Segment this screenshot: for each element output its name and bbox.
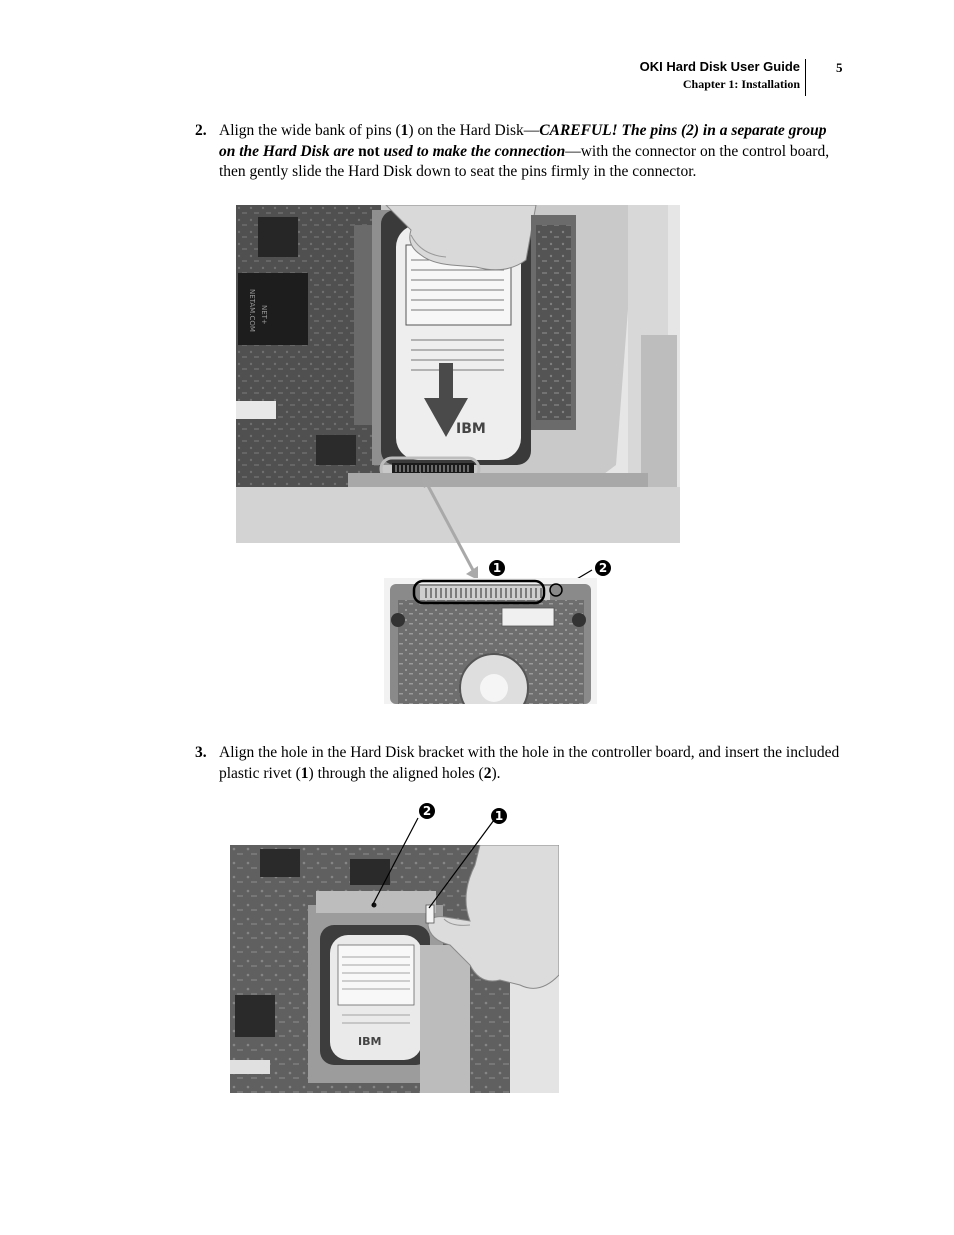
photo-hard-disk-pins	[384, 578, 597, 704]
svg-text:IBM: IBM	[456, 421, 486, 437]
step-3-number: 3.	[195, 744, 207, 761]
step-2-text: Align the wide bank of pins (1) on the Hard Disk—CAREFUL! The pins (2) in a separate group on the Hard Disk are not used to make the connection—with the connector on the control board, then gently slide the Hard Disk down to seat the pins firmly in the connector.	[219, 122, 830, 180]
step-3-text: Align the hole in the Hard Disk bracket with the hole in the controller board, and insert the included plastic rivet (1) through the aligned holes (2).	[219, 744, 840, 782]
callout-overlay-step-3	[0, 800, 954, 920]
callout-2-badge-step3: 2	[419, 803, 435, 819]
step-3	[195, 743, 845, 784]
callout-2-badge: 2	[595, 560, 611, 576]
svg-text:NETAM.COM: NETAM.COM	[248, 289, 256, 332]
page-number: 5	[836, 60, 843, 75]
step-2-number: 2.	[195, 122, 207, 139]
chapter-title: Chapter 1: Installation	[682, 77, 800, 91]
svg-text:IBM: IBM	[358, 1035, 382, 1048]
callout-2-leader-step3	[372, 818, 418, 906]
guide-title: OKI Hard Disk User Guide	[639, 59, 800, 74]
callout-1-badge: 1	[489, 560, 505, 576]
svg-text:NET+: NET+	[260, 305, 268, 325]
alignment-arrow	[426, 482, 474, 572]
callout-1-leader-step3	[429, 820, 494, 908]
callout-1-badge-step3: 1	[491, 808, 507, 824]
